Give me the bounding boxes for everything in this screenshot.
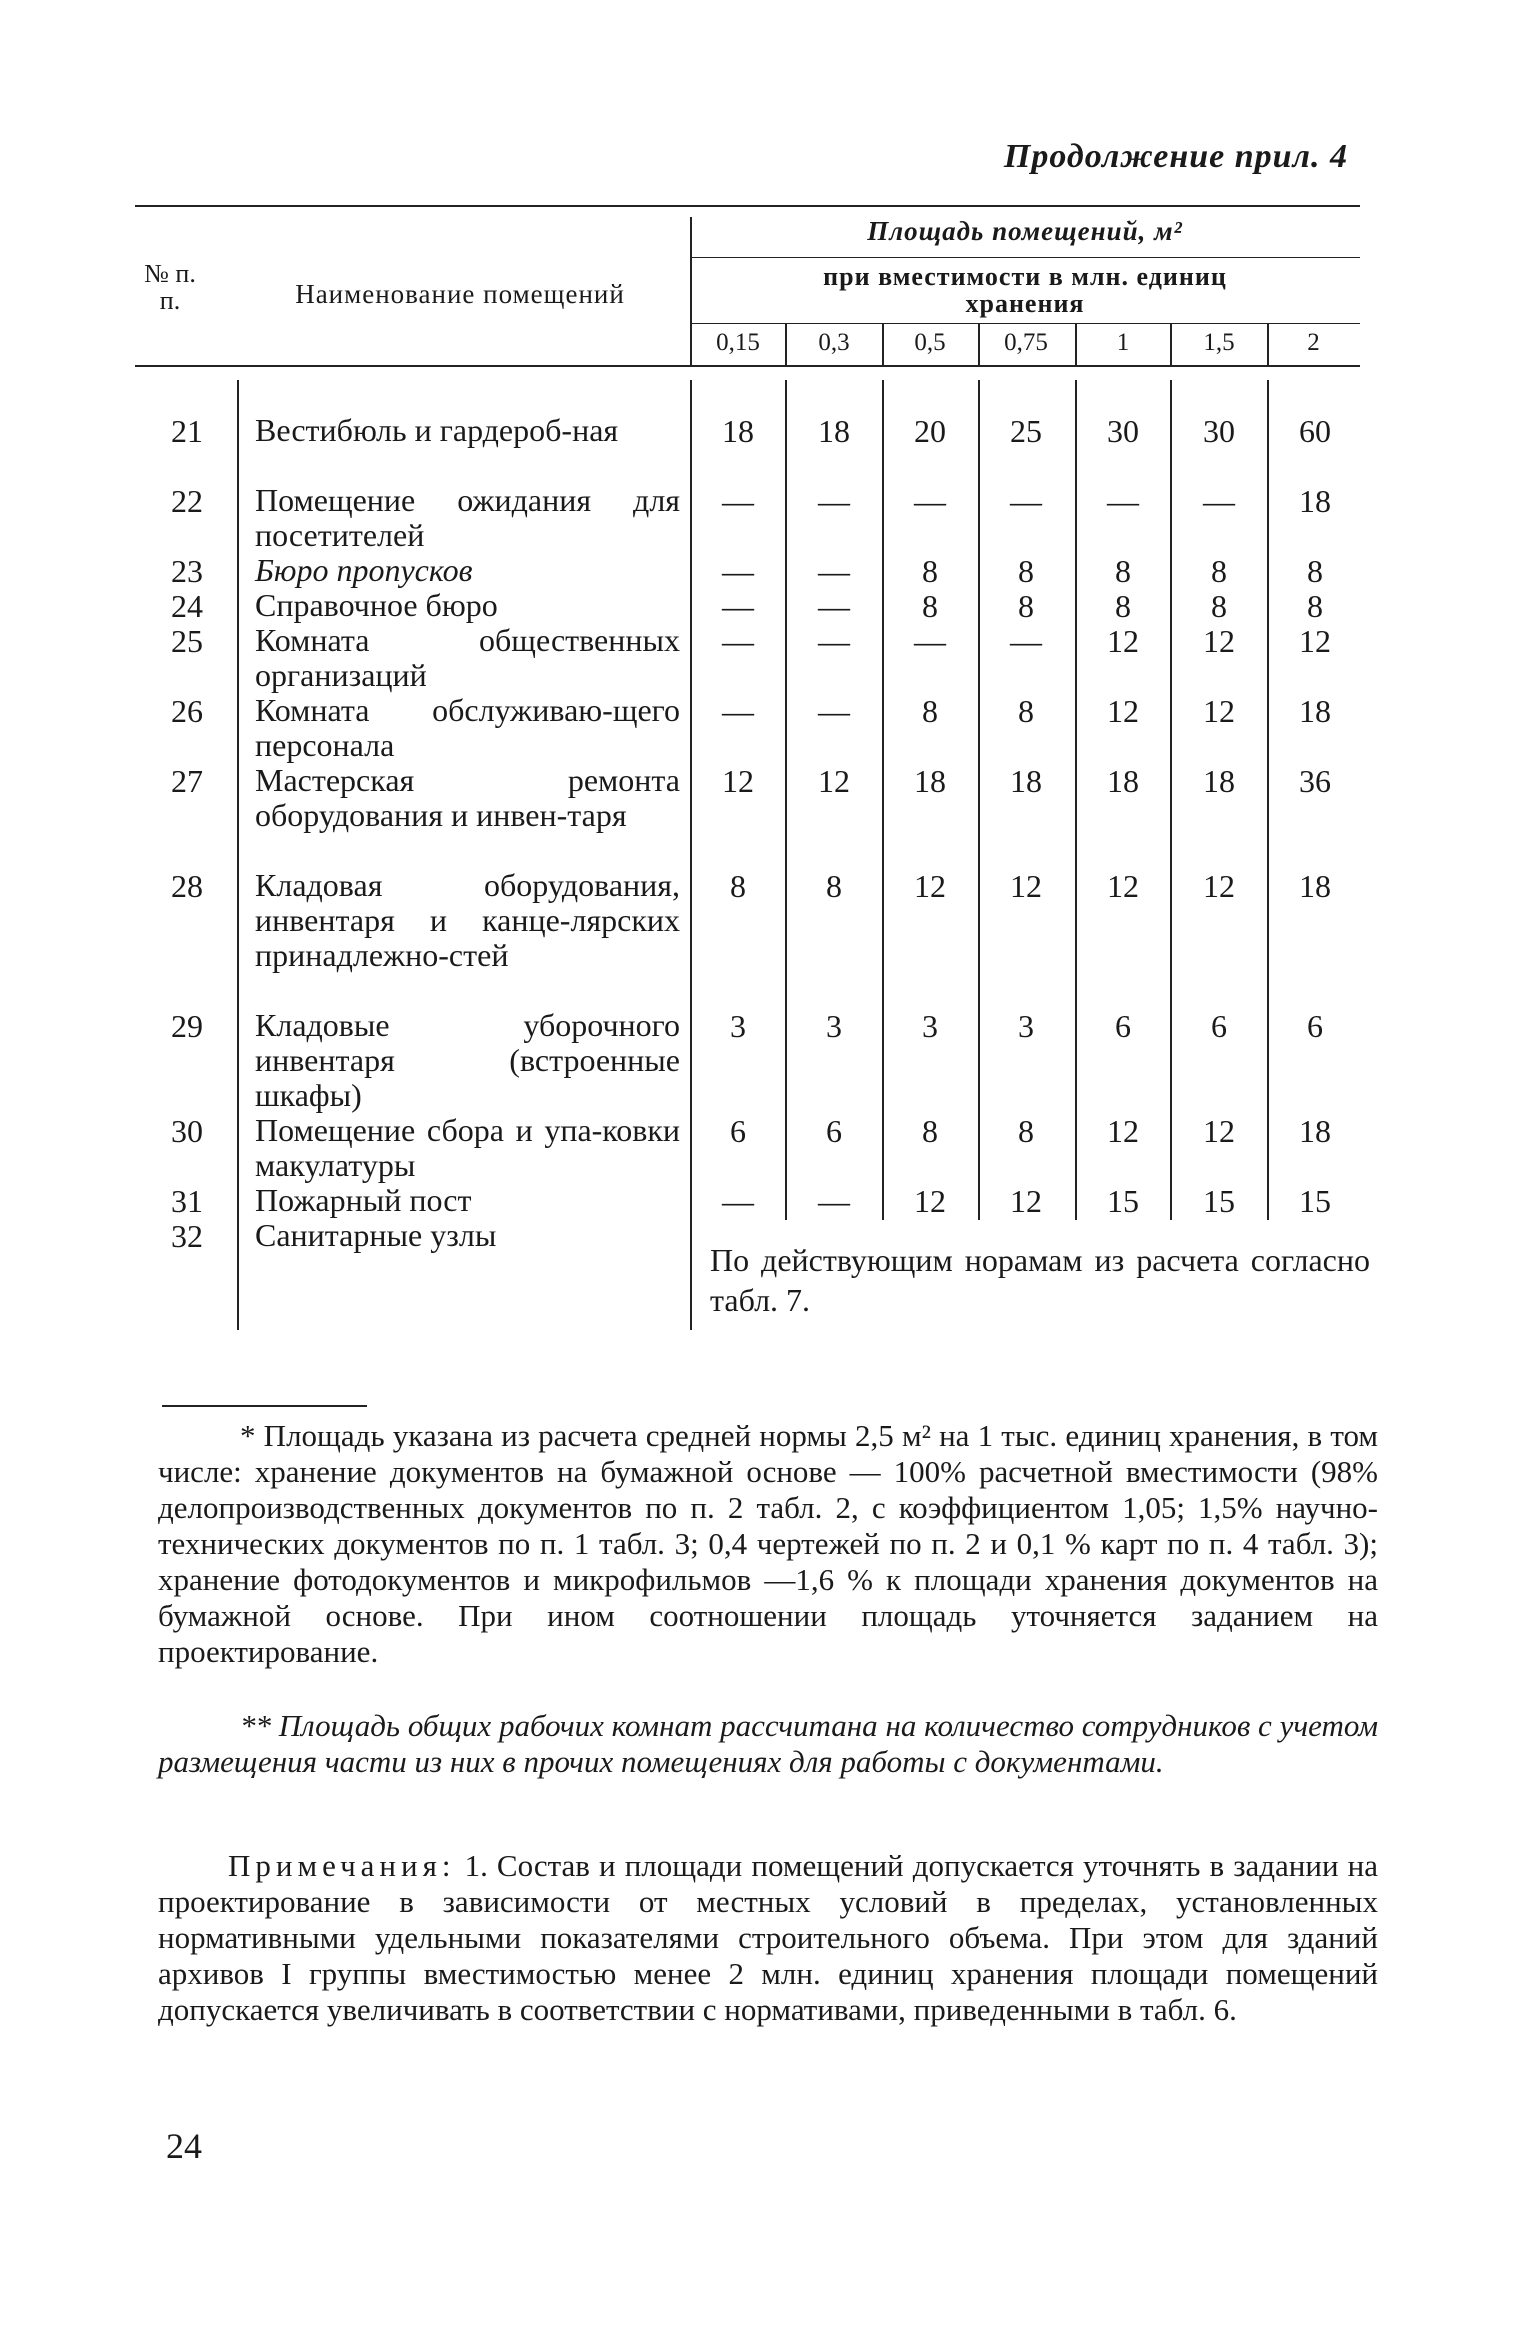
value-cell: 15 [1299, 1183, 1331, 1219]
value-cell: 18 [1299, 1113, 1331, 1149]
rooms-table [135, 205, 1370, 1330]
value-cell: — [818, 1183, 850, 1219]
capacity-5: 1,5 [1203, 329, 1235, 356]
row-number: 23 [171, 553, 203, 589]
value-cell: — [1010, 623, 1042, 659]
value-cell: 12 [1203, 623, 1235, 659]
footnote-star2: ** Площадь общих рабочих комнат рассчитана на количество сотрудников с учетом размещения части из них в прочих помещениях для работы с документами. [158, 1708, 1378, 1779]
room-name: Пожарный пост [255, 1182, 472, 1218]
row-number: 32 [171, 1218, 203, 1254]
room-name: Комната общественных организаций [255, 622, 680, 693]
value-cell: 30 [1203, 413, 1235, 449]
value-cell: 8 [922, 553, 938, 589]
row-number: 31 [171, 1183, 203, 1219]
col-num-header: № п. п. [144, 259, 196, 316]
value-cell: — [722, 588, 754, 624]
value-cell: — [1203, 483, 1235, 519]
notes-text: 1. Состав и площади помещений допускается уточнять в задании на проектирование в зависимости от местных условий в пределах, установленных нормативными удельными показателями строительного объема. При этом для зданий архивов I группы вместимостью менее 2 млн. единиц хранения площади помещений допускается увеличивать в соответствии с нормативами, приведенными в табл. 6. [158, 1848, 1378, 2027]
value-cell: 8 [826, 868, 842, 904]
row-number: 22 [171, 483, 203, 519]
row-number: 27 [171, 763, 203, 799]
value-cell: 12 [1010, 1183, 1042, 1219]
value-cell: 8 [1018, 553, 1034, 589]
value-cell: 8 [1307, 553, 1323, 589]
capacity-0: 0,15 [716, 329, 760, 356]
value-cell: 12 [1107, 1113, 1139, 1149]
value-cell: 18 [818, 413, 850, 449]
area-header-rule [690, 257, 1360, 258]
value-cell: — [1107, 483, 1139, 519]
value-cell: 12 [1203, 1113, 1235, 1149]
value-cell: — [722, 483, 754, 519]
value-cell: 30 [1107, 413, 1139, 449]
value-cell: — [818, 553, 850, 589]
capacity-header: при вместимости в млн. единиц хранения [823, 262, 1227, 319]
value-cell: 25 [1010, 413, 1042, 449]
value-cell: — [722, 693, 754, 729]
capacity-1: 0,3 [818, 329, 850, 356]
capacity-6: 2 [1307, 329, 1320, 356]
body-divider-num [237, 380, 239, 1330]
notes-label: Примечания: [228, 1848, 456, 1883]
row-number: 24 [171, 588, 203, 624]
value-cell: 8 [922, 693, 938, 729]
value-cell: 3 [826, 1008, 842, 1044]
value-cell: 12 [914, 868, 946, 904]
value-cell: 6 [1307, 1008, 1323, 1044]
value-cell: 3 [730, 1008, 746, 1044]
row-number: 21 [171, 413, 203, 449]
value-cell: — [1010, 483, 1042, 519]
room-name: Комната обслуживаю-щего персонала [255, 692, 680, 763]
footnote-star1: * Площадь указана из расчета средней нормы 2,5 м² на 1 тыс. единиц хранения, в том числе: хранение документов на бумажной основе — 100% расчетной вместимости (98% делопроизводственных документов по п. 2 табл. 2, с коэффициентом 1,05; 1,5% научно-технических документов по п. 1 табл. 3; 0,4 чертежей по п. 2 и 0,1 % карт по п. 4 табл. 3); хранение фотодокументов и микрофильмов —1,6 % к площади хранения документов на бумажной основе. При ином соотношении площадь уточняется заданием на проектирование. [158, 1418, 1378, 1669]
value-cell: 12 [1107, 623, 1139, 659]
value-cell: — [722, 623, 754, 659]
capacity-3: 0,75 [1004, 329, 1048, 356]
room-name: Кладовая оборудования, инвентаря и канце-лярских принадлежно-стей [255, 867, 680, 973]
value-cell: 12 [1299, 623, 1331, 659]
notes-block [158, 1848, 1378, 2028]
value-cell: — [914, 623, 946, 659]
value-cell: — [818, 483, 850, 519]
value-cell: 20 [914, 413, 946, 449]
value-cell: 18 [722, 413, 754, 449]
value-cell: 3 [1018, 1008, 1034, 1044]
value-cell: 15 [1203, 1183, 1235, 1219]
row-number: 26 [171, 693, 203, 729]
room-name: Справочное бюро [255, 587, 498, 623]
value-cell: 3 [922, 1008, 938, 1044]
value-cell: 8 [730, 868, 746, 904]
value-cell: 8 [1018, 588, 1034, 624]
value-cell: — [818, 693, 850, 729]
value-cell: 8 [1211, 588, 1227, 624]
value-cell: 18 [1299, 693, 1331, 729]
row-number: 29 [171, 1008, 203, 1044]
room-name: Помещение сбора и упа-ковки макулатуры [255, 1112, 680, 1183]
value-cell: 60 [1299, 413, 1331, 449]
value-cell: 18 [1299, 868, 1331, 904]
value-cell: 8 [922, 1113, 938, 1149]
row-number: 30 [171, 1113, 203, 1149]
value-cell: 18 [1107, 763, 1139, 799]
col-name-header: Наименование помещений [295, 279, 625, 309]
value-cell: 8 [1307, 588, 1323, 624]
value-cell: 8 [1211, 553, 1227, 589]
value-cell: 18 [1203, 763, 1235, 799]
value-cell: — [818, 623, 850, 659]
value-cell: 8 [922, 588, 938, 624]
value-cell: 12 [914, 1183, 946, 1219]
value-cell: 18 [1010, 763, 1042, 799]
value-cell: 8 [1018, 693, 1034, 729]
value-cell: 12 [1203, 693, 1235, 729]
value-cell: — [818, 588, 850, 624]
value-cell: 12 [818, 763, 850, 799]
value-cell: 6 [1211, 1008, 1227, 1044]
value-cell: 12 [1107, 693, 1139, 729]
continuation-header: Продолжение прил. 4 [1003, 138, 1348, 175]
value-cell: — [722, 553, 754, 589]
value-cell: — [914, 483, 946, 519]
room-name: Вестибюль и гардероб-ная [255, 412, 619, 448]
capacity-4: 1 [1116, 329, 1130, 356]
value-cell: 8 [1115, 553, 1131, 589]
value-cell: 6 [826, 1113, 842, 1149]
value-cell: 12 [1203, 868, 1235, 904]
value-cell: 15 [1107, 1183, 1139, 1219]
page-number: 24 [166, 2126, 202, 2166]
room-name: Санитарные узлы [255, 1217, 497, 1253]
row-number: 25 [171, 623, 203, 659]
value-cell: 12 [722, 763, 754, 799]
header-bottom-rule [135, 365, 1360, 367]
footnote-rule [162, 1405, 367, 1407]
area-header: Площадь помещений, м² [867, 216, 1183, 246]
value-cell: — [722, 1183, 754, 1219]
sanitary-note: По действующим норамам из расчета согласно табл. 7. [710, 1242, 1370, 1318]
value-cell: 8 [1115, 588, 1131, 624]
value-cell: 6 [730, 1113, 746, 1149]
room-name: Мастерская ремонта оборудования и инвен-таря [255, 762, 680, 833]
value-cell: 8 [1018, 1113, 1034, 1149]
room-name: Помещение ожидания для посетителей [255, 482, 680, 553]
value-cell: 18 [1299, 483, 1331, 519]
value-cell: 12 [1107, 868, 1139, 904]
capacity-2: 0,5 [914, 329, 946, 356]
room-name: Бюро пропусков [255, 552, 473, 588]
capacity-header-rule [690, 323, 1360, 324]
value-cell: 6 [1115, 1008, 1131, 1044]
table-top-rule [135, 205, 1360, 207]
room-name: Кладовые уборочного инвентаря (встроенные шкафы) [255, 1007, 680, 1113]
value-cell: 18 [914, 763, 946, 799]
value-cell: 36 [1299, 763, 1331, 799]
value-cell: 12 [1010, 868, 1042, 904]
row-number: 28 [171, 868, 203, 904]
